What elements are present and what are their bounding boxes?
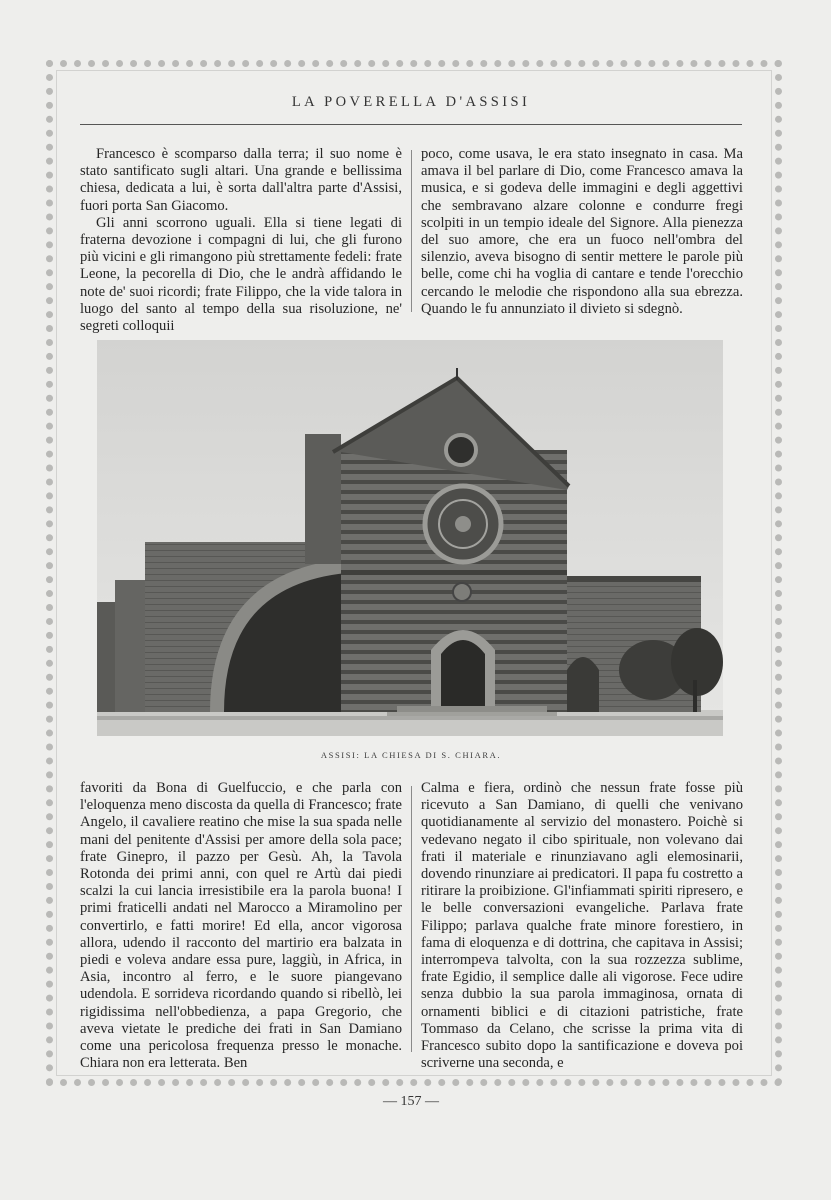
paragraph: poco, come usava, le era stato insegnato in casa. Ma amava il bel parlare di Dio, come Francesco amava la musica, e si godeva delle immagini e degli aggettivi che sembravano alzare colonne e condurre fregi scolpiti in un tempio ideale del Signore. Alla pienezza del suo amore, che era un fuoco nell'ombra del silenzio, aveva bisogno di sentir mettere le parole più belle, come chi ha voglia di cantare e tende l'orecchio cercando le melodie che rispondono alla sua ebrezza. Quando le fu annunziato il divieto si sdegnò. xyxy=(421,146,743,317)
header-rule xyxy=(80,124,742,125)
running-header: LA POVERELLA D'ASSISI xyxy=(291,94,531,110)
column-divider xyxy=(411,150,412,312)
paragraph: Francesco è scomparso dalla terra; il suo nome è stato santificato sugli altari. Una grande e bellissima chiesa, dedicata a lui, è sorta dall'altra parte d'Assisi, fuori porta San Giacomo. xyxy=(80,146,402,214)
paragraph: Gli anni scorrono uguali. Ella si tiene legati di fraterna devozione i compagni di lui, che gli furono più vicini e gli rimangono più strettamente fedeli: frate Leone, la pecorella di Dio, che le andrà affidando le note de' suoi ricordi; frate Filippo, che la vide talora in luogo del santo al tempo della sua risoluzione, ne' segreti colloquii xyxy=(80,214,402,335)
paragraph: Calma e fiera, ordinò che nessun frate fosse più ricevuto a San Damiano, di quelli che venivano quotidianamente al servizio del monastero. Poichè si vedevano negato il cibo spirituale, non volevano dai frati il materiale e rinunziavano agli elemosinarii, dovendo rinunziare ai predicatori. Il papa fu costretto a ritirare la proibizione. Gl'infiammati spiriti ripresero, e le belle conversazioni evangeliche. Parlava frate Filippo; parlava qualche frate minore forestiero, in fama di eloquenza e di dottrina, che capitava in Assisi; interrompeva talvolta, con la sua rozzezza sublime, frate Egidio, il semplice dalle ali vigorose. Fece udire senza dubbio la sua parola immaginosa, ornata di ornamenti biblici e di citazioni patristiche, frate Tommaso da Celano, che scrisse la prima vita di Francesco subito dopo la santificazione e doveva poi scriverne una seconda, e xyxy=(421,780,743,1072)
text-column-top-left xyxy=(80,146,402,335)
text-column-bottom-right xyxy=(421,780,743,1072)
figure-caption: ASSISI: LA CHIESA DI S. CHIARA. xyxy=(320,750,502,760)
page-number: — 157 — xyxy=(383,1094,439,1109)
text-column-top-right xyxy=(421,146,743,318)
paragraph: favoriti da Bona di Guelfuccio, e che parla con l'eloquenza meno discosta da quella di Francesco; frate Angelo, il cavaliere reatino che mise la sua spada nelle mani del penitente d'Assisi per amore della sola pace; frate Ginepro, il pazzo per Gesù. Ah, la Tavola Rotonda dei primi anni, con quel re Artù dai piedi scalzi la cui lancia irresistibile era la parola buona! I primi fraticelli andati nel Marocco a Miramolino per convertirlo, e fatti morire! Ed ella, ancor vigorosa allora, udendo il racconto del martirio era balzata in piedi e voleva andare essa pure, laggiù, in Africa, in Asia, incontro al ferro, e le suore piangevano udendola. E sorrideva ricordando quando si ribellò, lei rigidissima nell'obbedienza, a papa Gregorio, che aveva vietate le prediche dei frati in San Damiano come una pericolosa frequenza presso le monache. Chiara non era letterata. Ben xyxy=(80,780,402,1072)
church-photograph xyxy=(97,340,723,736)
column-divider xyxy=(411,786,412,1052)
text-column-bottom-left xyxy=(80,780,402,1072)
